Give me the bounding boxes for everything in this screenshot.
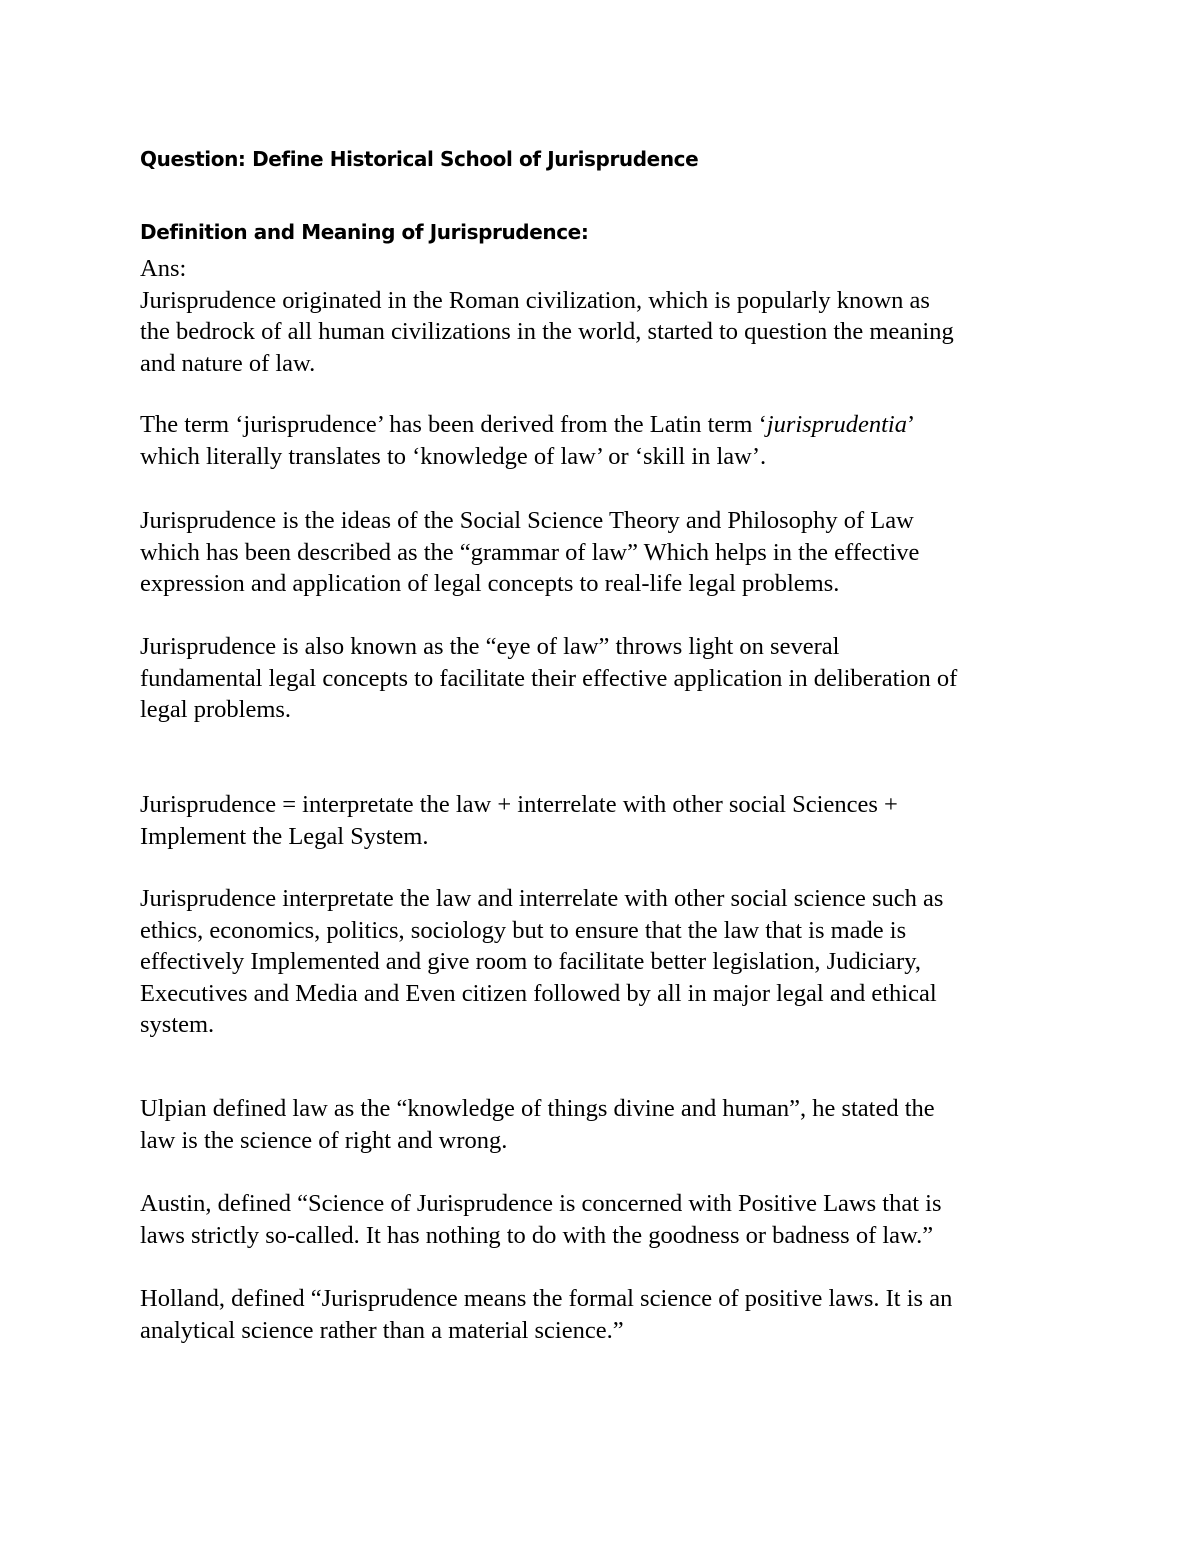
text-line: and nature of law. xyxy=(140,349,316,377)
text-line: law is the science of right and wrong. xyxy=(140,1126,508,1154)
text-line: Ulpian defined law as the “knowledge of things divine and human”, he stated the xyxy=(140,1095,935,1122)
text-line: fundamental legal concepts to facilitate their effective application in deliberation of xyxy=(140,664,958,692)
text-line: expression and application of legal concepts to real-life legal problems. xyxy=(140,570,840,597)
paragraph-equation xyxy=(140,789,1070,852)
text-line: Jurisprudence originated in the Roman civilization, which is popularly known as xyxy=(140,286,930,314)
text-line: effectively Implemented and give room to facilitate better legislation, Judiciary, xyxy=(140,948,921,975)
text-line: Jurisprudence = interpretate the law + interrelate with other social Sciences + xyxy=(140,791,898,818)
paragraph-austin xyxy=(140,1188,1070,1251)
text-line: Jurisprudence is also known as the “eye of law” throws light on several xyxy=(140,633,840,660)
paragraph-answer-intro xyxy=(140,253,1070,379)
paragraph-holland xyxy=(140,1283,1070,1346)
text-line: Implement the Legal System. xyxy=(140,822,429,850)
paragraph-term-origin xyxy=(140,409,1070,472)
text-line: Jurisprudence interpretate the law and interrelate with other social science such as xyxy=(140,885,944,912)
text-line: Austin, defined “Science of Jurisprudence is concerned with Positive Laws that is xyxy=(140,1190,942,1217)
text-line: analytical science rather than a material science.” xyxy=(140,1316,624,1344)
text-line: ethics, economics, politics, sociology but to ensure that the law that is made is xyxy=(140,916,907,944)
paragraph-grammar-of-law xyxy=(140,505,1070,600)
text-segment: ’ xyxy=(906,411,916,438)
text-segment: The term ‘jurisprudence’ has been derived from the Latin term ‘ xyxy=(140,411,767,438)
text-line: Executives and Media and Even citizen followed by all in major legal and ethical xyxy=(140,979,937,1007)
text-line: legal problems. xyxy=(140,696,292,723)
paragraph-eye-of-law xyxy=(140,631,1070,726)
text-line: which has been described as the “grammar of law” Which helps in the effective xyxy=(140,538,920,566)
paragraph-interpretation xyxy=(140,883,1070,1041)
text-line xyxy=(140,409,1070,441)
text-line: the bedrock of all human civilizations in the world, started to question the meaning xyxy=(140,318,954,345)
text-line: Holland, defined “Jurisprudence means the formal science of positive laws. It is an xyxy=(140,1285,953,1312)
text-line: Ans: xyxy=(140,255,187,282)
section-heading: Definition and Meaning of Jurisprudence: xyxy=(140,220,589,244)
latin-term: jurisprudentia xyxy=(766,411,907,438)
text-line: laws strictly so-called. It has nothing to do with the goodness or badness of law.” xyxy=(140,1221,934,1249)
text-line: system. xyxy=(140,1011,215,1038)
question-heading: Question: Define Historical School of Jurisprudence xyxy=(140,147,699,171)
text-line: which literally translates to ‘knowledge of law’ or ‘skill in law’. xyxy=(140,442,767,470)
paragraph-ulpian xyxy=(140,1093,1070,1156)
text-line: Jurisprudence is the ideas of the Social Science Theory and Philosophy of Law xyxy=(140,507,914,534)
